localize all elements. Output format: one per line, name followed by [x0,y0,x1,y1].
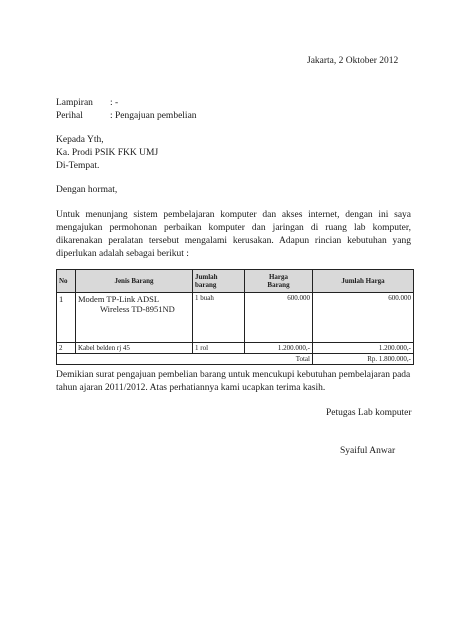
row-price: 1.200.000,- [245,343,313,354]
header-price-line2: Barang [267,281,290,289]
row-item-line2: Wireless TD-8951ND [100,304,175,314]
header-item: Jenis Barang [76,270,193,293]
recipient-line: Di-Tempat. [56,161,100,171]
lampiran-label: Lampiran [56,98,93,108]
signer-title: Petugas Lab komputer [326,408,412,418]
lampiran-value: : - [110,98,119,108]
body-line: diperlukan adalah sebagai berikut : [56,249,189,259]
header-qty [193,270,245,293]
header-no: No [57,270,76,293]
place-date: Jakarta, 2 Oktober 2012 [307,56,399,66]
row-no: 1 [57,293,76,343]
total-row [57,354,414,365]
header-price [245,270,313,293]
salutation: Dengan hormat, [56,185,118,195]
perihal-value: : Pengajuan pembelian [110,111,197,121]
header-qty-line1: Jumlah [195,273,218,281]
table-header-row [57,270,414,293]
grand-total: Rp. 1.800.000,- [313,354,414,365]
table-row [57,293,414,343]
header-total: Jumlah Harga [313,270,414,293]
header-qty-line2: barang [195,281,217,289]
closing-line: tahun ajaran 2011/2012. Atas perhatiannya kami ucapkan terima kasih. [56,383,326,393]
perihal-label: Perihal [56,111,83,121]
row-qty: 1 rol [193,343,245,354]
row-item-line1: Modem TP-Link ADSL [78,294,160,304]
total-label: Total [57,354,313,365]
row-total: 600.000 [313,293,414,343]
recipient-line: Ka. Prodi PSIK FKK UMJ [56,148,159,158]
table-row [57,343,414,354]
recipient-line: Kepada Yth, [56,135,104,145]
signer-name: Syaiful Anwar [340,446,396,456]
closing-line: Demikian surat pengajuan pembelian barang untuk mencukupi kebutuhan pembelajaran pada [56,370,411,380]
body-line: Untuk menunjang sistem pembelajaran komputer dan akses internet, dengan ini saya [56,210,411,220]
items-table [56,269,414,365]
header-price-line1: Harga [268,273,289,281]
body-line: dikarenakan peralatan tersebut mengalami kerusakan. Adapun rincian kebutuhan yang [56,236,411,246]
row-item [76,293,193,343]
row-total: 1.200.000,- [313,343,414,354]
row-no: 2 [57,343,76,354]
row-price: 600.000 [245,293,313,343]
body-line: mengajukan permohonan perbaikan komputer dan jaringan di ruang lab komputer, [56,223,411,233]
row-qty: 1 buah [193,293,245,343]
row-item: Kabel belden rj 45 [76,343,193,354]
